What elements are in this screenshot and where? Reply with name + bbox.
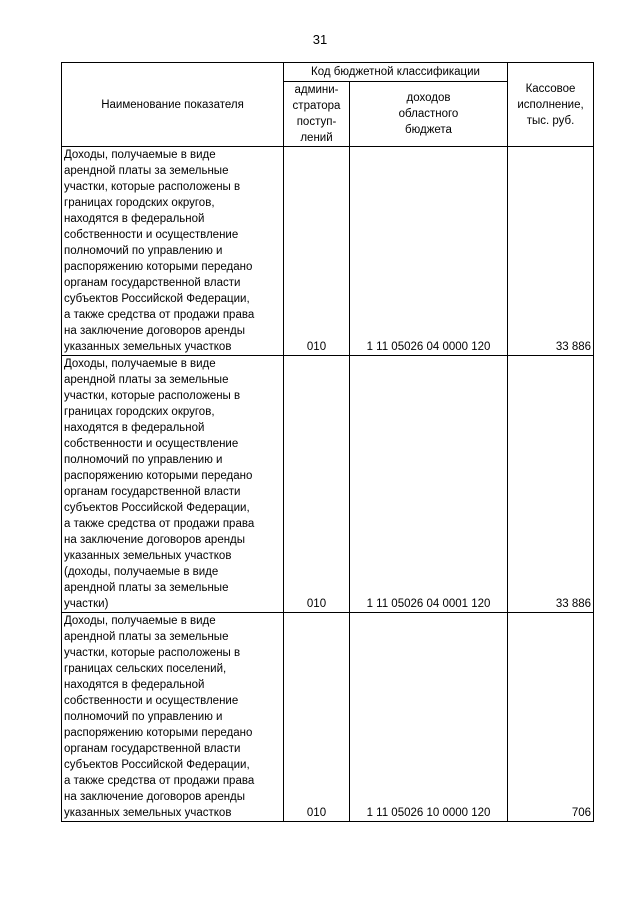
header-name [62,63,284,147]
table-row [62,613,594,822]
row-name: Доходы, получаемые в виде арендной платы за земельные участки, которые расположены в границах сельских поселений, находятся в федеральной собственности и осуществление полномочий по управлению и распоряжению которыми передано органам государственной власти субъектов Российской Федерации, а также средства от продажи права на заключение договоров аренды указанных земельных участков [62,613,284,822]
header-name-label: Наименование показателя [101,98,244,111]
table-row [62,356,594,613]
header-code-group [284,63,508,82]
header-administrator [284,82,350,147]
page-number: 31 [312,32,328,47]
header-administrator-label: админи- стратора поступ- лений [292,84,341,144]
row-revenue-code: 1 11 05026 04 0000 120 [350,147,508,356]
header-revenue [350,82,508,147]
table-row [62,147,594,356]
row-execution-sum: 33 886 [508,356,594,613]
row-name: Доходы, получаемые в виде арендной платы за земельные участки, которые расположены в границах городских округов, находятся в федеральной собственности и осуществление полномочий по управлению и распоряжению которыми передано органам государственной власти субъектов Российской Федерации, а также средства от продажи права на заключение договоров аренды указанных земельных участков (доходы, получаемые в виде арендной платы за земельные участки) [62,356,284,613]
row-admin-code: 010 [284,147,350,356]
header-execution-label: Кассовое исполнение, тыс. руб. [517,82,584,127]
row-name: Доходы, получаемые в виде арендной платы за земельные участки, которые расположены в границах городских округов, находятся в федеральной собственности и осуществление полномочий по управлению и распоряжению которыми передано органам государственной власти субъектов Российской Федерации, а также средства от продажи права на заключение договоров аренды указанных земельных участков [62,147,284,356]
budget-table [61,62,594,822]
row-admin-code: 010 [284,356,350,613]
table-header [62,63,594,147]
row-execution-sum: 33 886 [508,147,594,356]
header-code-group-label: Код бюджетной классификации [311,66,480,78]
row-admin-code: 010 [284,613,350,822]
header-revenue-label: доходов областного бюджета [398,92,459,136]
row-execution-sum: 706 [508,613,594,822]
header-execution [508,63,594,147]
row-revenue-code: 1 11 05026 04 0001 120 [350,356,508,613]
row-revenue-code: 1 11 05026 10 0000 120 [350,613,508,822]
